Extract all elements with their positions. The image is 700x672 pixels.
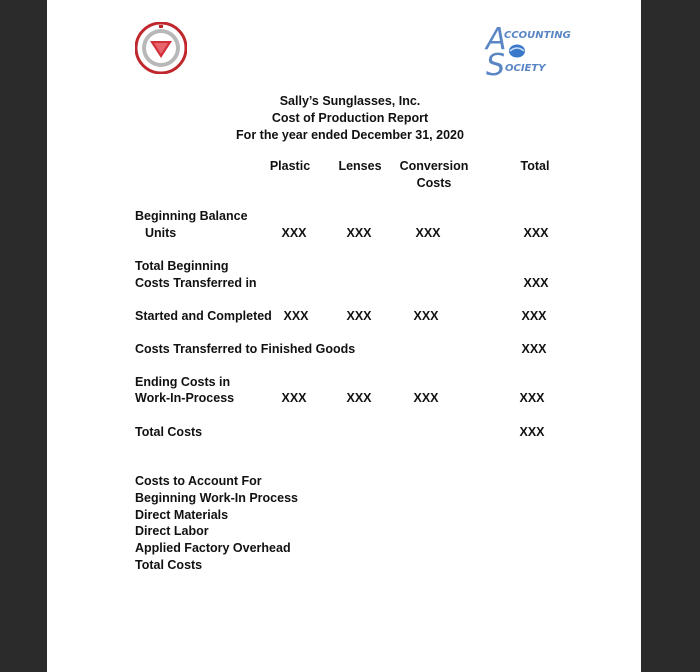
col-header-plastic: Plastic [269, 159, 311, 173]
costs-item-beginning-wip: Beginning Work-In Process [135, 491, 298, 505]
right-dark-margin [641, 0, 700, 672]
cell-started-plastic: XXX [283, 309, 309, 323]
logo-letter-s: S [486, 48, 506, 83]
cell-total-beginning-total: XXX [523, 276, 549, 290]
row-label-ending-costs: Ending Costs in [135, 375, 231, 389]
col-header-lenses: Lenses [338, 159, 382, 173]
logo-text-accounting: CCOUNTING [504, 30, 571, 41]
row-label-beginning-balance: Beginning Balance [135, 209, 248, 223]
cell-beginning-total: XXX [523, 226, 549, 240]
col-header-conversion-costs: Costs [416, 176, 452, 190]
accounting-society-logo [486, 22, 571, 83]
cell-beginning-plastic: XXX [281, 226, 307, 240]
cell-started-conversion: XXX [413, 309, 439, 323]
cell-ending-conversion: XXX [413, 391, 439, 405]
cell-ending-lenses: XXX [346, 391, 372, 405]
cell-beginning-lenses: XXX [346, 226, 372, 240]
report-title: Cost of Production Report [271, 111, 429, 125]
costs-item-applied-overhead: Applied Factory Overhead [135, 541, 291, 555]
col-header-total: Total [520, 159, 550, 173]
costs-item-total-costs: Total Costs [135, 558, 203, 572]
logo-text-society: OCIETY [505, 63, 546, 74]
row-label-units: Units [145, 226, 177, 240]
left-dark-margin [0, 0, 47, 672]
costs-item-direct-materials: Direct Materials [135, 508, 229, 522]
seal-icon [135, 22, 187, 74]
report-period: For the year ended December 31, 2020 [236, 128, 464, 142]
cell-started-total: XXX [521, 309, 547, 323]
cell-ending-total: XXX [519, 391, 545, 405]
company-name: Sally’s Sunglasses, Inc. [279, 94, 421, 108]
logo-letter-a: A [486, 22, 507, 57]
row-label-started-completed: Started and Completed [135, 309, 272, 323]
cell-started-lenses: XXX [346, 309, 372, 323]
cell-transferred-fg-total: XXX [521, 342, 547, 356]
cell-ending-plastic: XXX [281, 391, 307, 405]
row-label-transferred-fg: Costs Transferred to Finished Goods [135, 342, 356, 356]
row-label-total-costs: Total Costs [135, 425, 203, 439]
costs-to-account-heading: Costs to Account For [135, 474, 262, 488]
col-header-conversion: Conversion [399, 159, 469, 173]
row-label-total-beginning: Total Beginning [135, 259, 229, 273]
costs-item-direct-labor: Direct Labor [135, 524, 209, 538]
globe-icon [508, 44, 526, 58]
row-label-wip: Work-In-Process [135, 391, 235, 405]
row-label-costs-transferred-in: Costs Transferred in [135, 276, 257, 290]
cell-total-costs-total: XXX [519, 425, 545, 439]
cell-beginning-conversion: XXX [415, 226, 441, 240]
